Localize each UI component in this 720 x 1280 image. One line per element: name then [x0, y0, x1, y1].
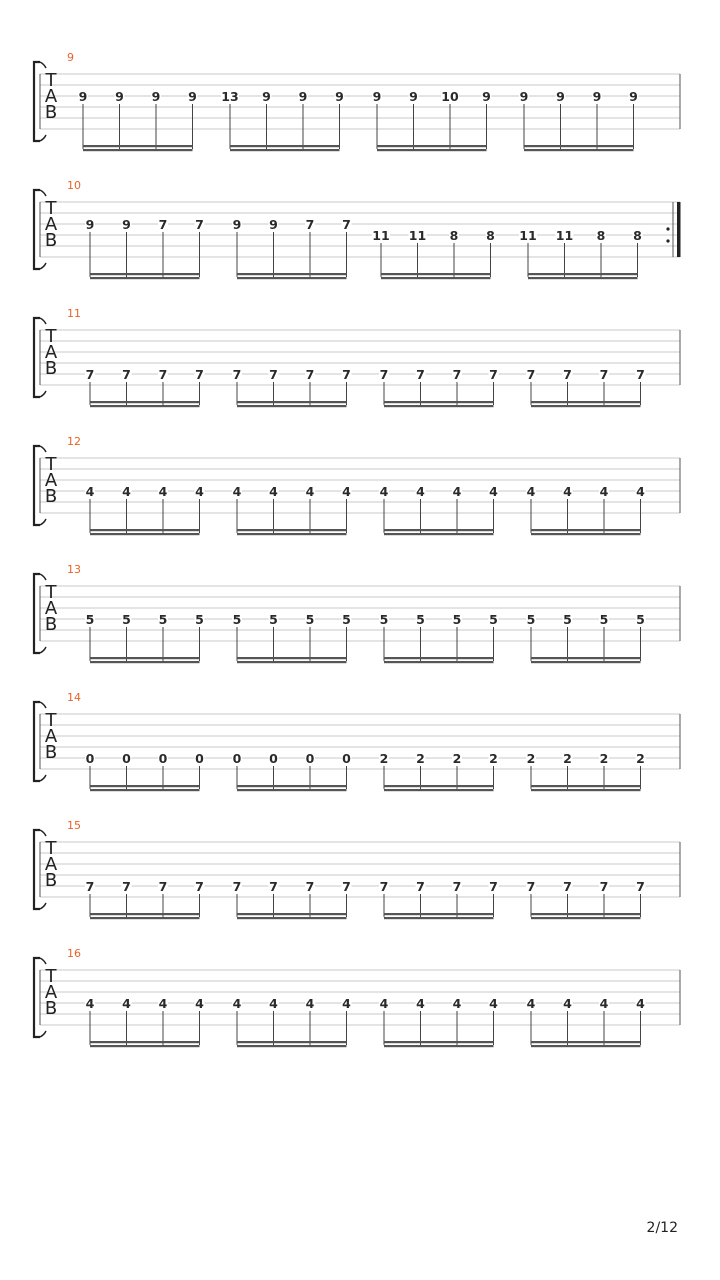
fret-number: 9: [372, 89, 382, 104]
tab-clef-a: A: [44, 214, 58, 235]
fret-number: 8: [449, 228, 459, 243]
fret-number: 7: [599, 879, 609, 894]
fret-number: 7: [195, 879, 204, 894]
fret-number: 4: [526, 996, 536, 1011]
beam-group: [85, 367, 205, 407]
fret-number: 4: [305, 484, 315, 499]
fret-number: 9: [232, 217, 242, 232]
fret-number: 9: [262, 89, 271, 104]
fret-number: 13: [221, 89, 239, 104]
fret-number: 0: [342, 751, 351, 766]
fret-number: 8: [633, 228, 642, 243]
fret-number: 5: [232, 612, 242, 627]
fret-number: 7: [489, 879, 498, 894]
fret-number: 4: [599, 484, 609, 499]
fret-number: 11: [519, 228, 537, 243]
fret-number: 7: [452, 367, 462, 382]
tab-clef-a: A: [44, 982, 58, 1003]
beam-group: [526, 879, 646, 919]
beam-primary: [237, 1041, 347, 1043]
beam-secondary: [384, 533, 494, 535]
fret-number: 9: [151, 89, 161, 104]
beam-group: [232, 612, 352, 663]
beam-primary: [531, 785, 641, 787]
fret-number: 4: [158, 996, 168, 1011]
system-bracket: [34, 830, 40, 909]
fret-number: 4: [416, 996, 425, 1011]
tab-system-11: [34, 307, 680, 407]
fret-number: 7: [232, 879, 242, 894]
tab-system-14: [34, 691, 680, 791]
fret-number: 8: [596, 228, 606, 243]
fret-number: 4: [232, 484, 242, 499]
fret-number: 9: [269, 217, 278, 232]
beam-group: [85, 217, 205, 279]
bracket-hook-bottom: [40, 903, 46, 909]
fret-number: 2: [416, 751, 425, 766]
beam-group: [519, 89, 639, 151]
beam-group: [232, 367, 352, 407]
beam-group: [526, 367, 646, 407]
tab-clef-b: B: [44, 486, 58, 507]
beam-secondary: [381, 277, 491, 279]
fret-number: 7: [342, 367, 351, 382]
fret-number: 4: [158, 484, 168, 499]
fret-number: 2: [526, 751, 536, 766]
fret-number: 0: [195, 751, 204, 766]
beam-primary: [90, 1041, 200, 1043]
beam-secondary: [90, 405, 200, 407]
fret-number: 11: [555, 228, 574, 243]
beam-group: [526, 484, 646, 535]
fret-number: 7: [158, 367, 168, 382]
beam-secondary: [384, 405, 494, 407]
fret-number: 9: [482, 89, 491, 104]
tab-system-15: [34, 819, 680, 919]
fret-number: 4: [269, 996, 278, 1011]
tab-clef-t: T: [45, 198, 57, 219]
beam-primary: [237, 785, 347, 787]
fret-number: 9: [335, 89, 344, 104]
fret-number: 0: [269, 751, 278, 766]
beam-group: [379, 879, 499, 919]
measure-number: 13: [67, 563, 81, 576]
fret-number: 5: [305, 612, 315, 627]
fret-number: 7: [85, 879, 95, 894]
beam-secondary: [237, 1045, 347, 1047]
fret-number: 4: [636, 484, 645, 499]
beam-group: [232, 751, 352, 791]
measure-number: 12: [67, 435, 81, 448]
fret-number: 5: [158, 612, 168, 627]
beam-primary: [377, 145, 487, 147]
fret-number: 4: [599, 996, 609, 1011]
fret-number: 5: [342, 612, 351, 627]
beam-group: [379, 367, 499, 407]
system-bracket: [34, 446, 40, 525]
beam-group: [519, 228, 643, 279]
fret-number: 7: [526, 367, 536, 382]
tab-system-10: [34, 179, 681, 279]
fret-number: 7: [158, 879, 168, 894]
fret-number: 8: [486, 228, 495, 243]
bracket-hook-top: [40, 446, 46, 452]
tab-system-16: [34, 947, 680, 1047]
beam-secondary: [531, 789, 641, 791]
fret-number: 4: [122, 996, 131, 1011]
fret-number: 5: [636, 612, 645, 627]
bracket-hook-top: [40, 574, 46, 580]
fret-number: 4: [636, 996, 645, 1011]
fret-number: 7: [416, 367, 425, 382]
beam-primary: [531, 1041, 641, 1043]
beam-group: [372, 228, 496, 279]
fret-number: 5: [489, 612, 498, 627]
fret-number: 4: [342, 484, 351, 499]
beam-primary: [384, 529, 494, 531]
beam-primary: [384, 657, 494, 659]
fret-number: 5: [122, 612, 131, 627]
fret-number: 4: [489, 484, 498, 499]
bracket-hook-bottom: [40, 1031, 46, 1037]
fret-number: 7: [195, 217, 204, 232]
fret-number: 11: [372, 228, 390, 243]
fret-number: 5: [85, 612, 95, 627]
fret-number: 4: [342, 996, 351, 1011]
beam-secondary: [384, 661, 494, 663]
beam-group: [232, 996, 352, 1047]
fret-number: 4: [232, 996, 242, 1011]
fret-number: 0: [232, 751, 242, 766]
beam-primary: [384, 1041, 494, 1043]
bracket-hook-top: [40, 958, 46, 964]
tab-clef-a: A: [44, 726, 58, 747]
fret-number: 7: [342, 217, 351, 232]
tab-clef-a: A: [44, 470, 58, 491]
beam-primary: [90, 401, 200, 403]
measure-number: 10: [67, 179, 81, 192]
measure-number: 16: [67, 947, 81, 960]
beam-primary: [384, 913, 494, 915]
fret-number: 7: [195, 367, 204, 382]
beam-secondary: [384, 1045, 494, 1047]
bracket-hook-top: [40, 190, 46, 196]
tab-clef-a: A: [44, 86, 58, 107]
bracket-hook-bottom: [40, 647, 46, 653]
fret-number: 9: [519, 89, 529, 104]
beam-primary: [237, 913, 347, 915]
fret-number: 4: [379, 484, 389, 499]
beam-group: [526, 612, 646, 663]
tab-clef-b: B: [44, 998, 58, 1019]
bracket-hook-bottom: [40, 263, 46, 269]
repeat-dot: [666, 227, 669, 230]
system-bracket: [34, 574, 40, 653]
beam-group: [232, 879, 352, 919]
beam-secondary: [90, 789, 200, 791]
fret-number: 4: [452, 996, 462, 1011]
fret-number: 4: [563, 996, 572, 1011]
system-bracket: [34, 958, 40, 1037]
beam-group: [379, 751, 499, 791]
beam-group: [379, 612, 499, 663]
beam-primary: [531, 913, 641, 915]
fret-number: 7: [599, 367, 609, 382]
fret-number: 4: [379, 996, 389, 1011]
fret-number: 9: [122, 217, 131, 232]
fret-number: 7: [232, 367, 242, 382]
fret-number: 7: [342, 879, 351, 894]
page-indicator: 2/12: [646, 1220, 678, 1236]
bracket-hook-top: [40, 62, 46, 68]
beam-secondary: [531, 661, 641, 663]
beam-primary: [524, 145, 634, 147]
beam-secondary: [531, 405, 641, 407]
bracket-hook-bottom: [40, 519, 46, 525]
fret-number: 10: [441, 89, 459, 104]
beam-primary: [90, 785, 200, 787]
beam-primary: [384, 785, 494, 787]
fret-number: 7: [305, 367, 315, 382]
fret-number: 4: [416, 484, 425, 499]
tab-clef-b: B: [44, 358, 58, 379]
beam-primary: [384, 401, 494, 403]
tab-system-12: [34, 435, 680, 535]
beam-group: [372, 89, 492, 151]
fret-number: 4: [85, 484, 95, 499]
beam-secondary: [90, 277, 200, 279]
tab-clef-b: B: [44, 230, 58, 251]
bracket-hook-top: [40, 318, 46, 324]
fret-number: 7: [563, 879, 572, 894]
fret-number: 9: [409, 89, 418, 104]
fret-number: 7: [379, 367, 389, 382]
system-bracket: [34, 62, 40, 141]
fret-number: 7: [563, 367, 572, 382]
fret-number: 2: [452, 751, 462, 766]
fret-number: 2: [379, 751, 389, 766]
beam-group: [232, 484, 352, 535]
beam-secondary: [237, 789, 347, 791]
fret-number: 9: [85, 217, 95, 232]
beam-group: [526, 996, 646, 1047]
beam-primary: [90, 273, 200, 275]
bracket-hook-top: [40, 702, 46, 708]
system-bracket: [34, 318, 40, 397]
beam-primary: [531, 529, 641, 531]
beam-primary: [237, 657, 347, 659]
beam-group: [379, 484, 499, 535]
beam-group: [85, 612, 205, 663]
tab-clef-t: T: [45, 838, 57, 859]
beam-secondary: [90, 533, 200, 535]
fret-number: 7: [489, 367, 498, 382]
fret-number: 5: [416, 612, 425, 627]
bracket-hook-bottom: [40, 135, 46, 141]
fret-number: 4: [563, 484, 572, 499]
tab-clef-t: T: [45, 710, 57, 731]
tab-clef-b: B: [44, 614, 58, 635]
measure-number: 14: [67, 691, 81, 704]
tab-clef-t: T: [45, 582, 57, 603]
fret-number: 5: [269, 612, 278, 627]
beam-secondary: [531, 1045, 641, 1047]
fret-number: 2: [489, 751, 498, 766]
fret-number: 7: [85, 367, 95, 382]
fret-number: 5: [379, 612, 389, 627]
beam-primary: [237, 401, 347, 403]
fret-number: 4: [526, 484, 536, 499]
system-bracket: [34, 190, 40, 269]
fret-number: 5: [452, 612, 462, 627]
beam-primary: [230, 145, 340, 147]
beam-group: [85, 484, 205, 535]
fret-number: 2: [563, 751, 572, 766]
beam-group: [232, 217, 352, 279]
system-bracket: [34, 702, 40, 781]
tab-clef-b: B: [44, 102, 58, 123]
fret-number: 4: [122, 484, 131, 499]
repeat-dot: [666, 239, 669, 242]
beam-secondary: [528, 277, 638, 279]
beam-primary: [90, 657, 200, 659]
fret-number: 7: [416, 879, 425, 894]
beam-secondary: [83, 149, 193, 151]
beam-group: [78, 89, 198, 151]
beam-primary: [237, 529, 347, 531]
fret-number: 7: [526, 879, 536, 894]
beam-primary: [381, 273, 491, 275]
beam-primary: [237, 273, 347, 275]
fret-number: 9: [298, 89, 308, 104]
beam-secondary: [524, 149, 634, 151]
fret-number: 7: [305, 879, 315, 894]
bracket-hook-bottom: [40, 391, 46, 397]
fret-number: 0: [122, 751, 131, 766]
measure-number: 11: [67, 307, 81, 320]
fret-number: 7: [269, 879, 278, 894]
fret-number: 7: [379, 879, 389, 894]
fret-number: 7: [305, 217, 315, 232]
fret-number: 2: [599, 751, 609, 766]
fret-number: 4: [269, 484, 278, 499]
bracket-hook-top: [40, 830, 46, 836]
fret-number: 9: [115, 89, 124, 104]
fret-number: 9: [556, 89, 565, 104]
barline-thick: [677, 202, 681, 257]
fret-number: 4: [489, 996, 498, 1011]
beam-group: [526, 751, 646, 791]
beam-secondary: [90, 661, 200, 663]
fret-number: 4: [195, 996, 204, 1011]
beam-primary: [528, 273, 638, 275]
tab-system-9: [34, 51, 680, 151]
fret-number: 11: [408, 228, 427, 243]
beam-secondary: [230, 149, 340, 151]
beam-secondary: [384, 917, 494, 919]
beam-secondary: [377, 149, 487, 151]
fret-number: 5: [563, 612, 572, 627]
fret-number: 0: [305, 751, 315, 766]
fret-number: 9: [629, 89, 638, 104]
beam-primary: [531, 657, 641, 659]
beam-group: [85, 751, 205, 791]
beam-secondary: [531, 533, 641, 535]
beam-primary: [83, 145, 193, 147]
beam-secondary: [237, 405, 347, 407]
fret-number: 9: [592, 89, 602, 104]
tab-clef-a: A: [44, 854, 58, 875]
tab-system-13: [34, 563, 680, 663]
fret-number: 7: [636, 367, 645, 382]
beam-secondary: [237, 533, 347, 535]
beam-primary: [90, 529, 200, 531]
fret-number: 9: [188, 89, 197, 104]
beam-group: [221, 89, 345, 151]
fret-number: 9: [78, 89, 88, 104]
beam-secondary: [237, 661, 347, 663]
beam-group: [85, 996, 205, 1047]
beam-primary: [90, 913, 200, 915]
fret-number: 7: [269, 367, 278, 382]
fret-number: 5: [195, 612, 204, 627]
fret-number: 7: [122, 367, 131, 382]
tab-clef-a: A: [44, 598, 58, 619]
fret-number: 7: [158, 217, 168, 232]
beam-secondary: [237, 917, 347, 919]
fret-number: 4: [305, 996, 315, 1011]
beam-secondary: [90, 1045, 200, 1047]
tab-clef-t: T: [45, 70, 57, 91]
measure-number: 15: [67, 819, 81, 832]
beam-secondary: [237, 277, 347, 279]
tab-clef-t: T: [45, 326, 57, 347]
beam-primary: [531, 401, 641, 403]
fret-number: 4: [85, 996, 95, 1011]
measure-number: 9: [67, 51, 74, 64]
fret-number: 5: [526, 612, 536, 627]
beam-group: [379, 996, 499, 1047]
tab-clef-a: A: [44, 342, 58, 363]
beam-secondary: [384, 789, 494, 791]
beam-secondary: [90, 917, 200, 919]
fret-number: 4: [195, 484, 204, 499]
fret-number: 0: [85, 751, 95, 766]
beam-secondary: [531, 917, 641, 919]
fret-number: 4: [452, 484, 462, 499]
fret-number: 7: [122, 879, 131, 894]
bracket-hook-bottom: [40, 775, 46, 781]
tab-clef-b: B: [44, 870, 58, 891]
fret-number: 2: [636, 751, 645, 766]
fret-number: 0: [158, 751, 168, 766]
tab-clef-t: T: [45, 454, 57, 475]
fret-number: 7: [452, 879, 462, 894]
fret-number: 5: [599, 612, 609, 627]
tab-clef-b: B: [44, 742, 58, 763]
fret-number: 7: [636, 879, 645, 894]
beam-group: [85, 879, 205, 919]
tab-clef-t: T: [45, 966, 57, 987]
